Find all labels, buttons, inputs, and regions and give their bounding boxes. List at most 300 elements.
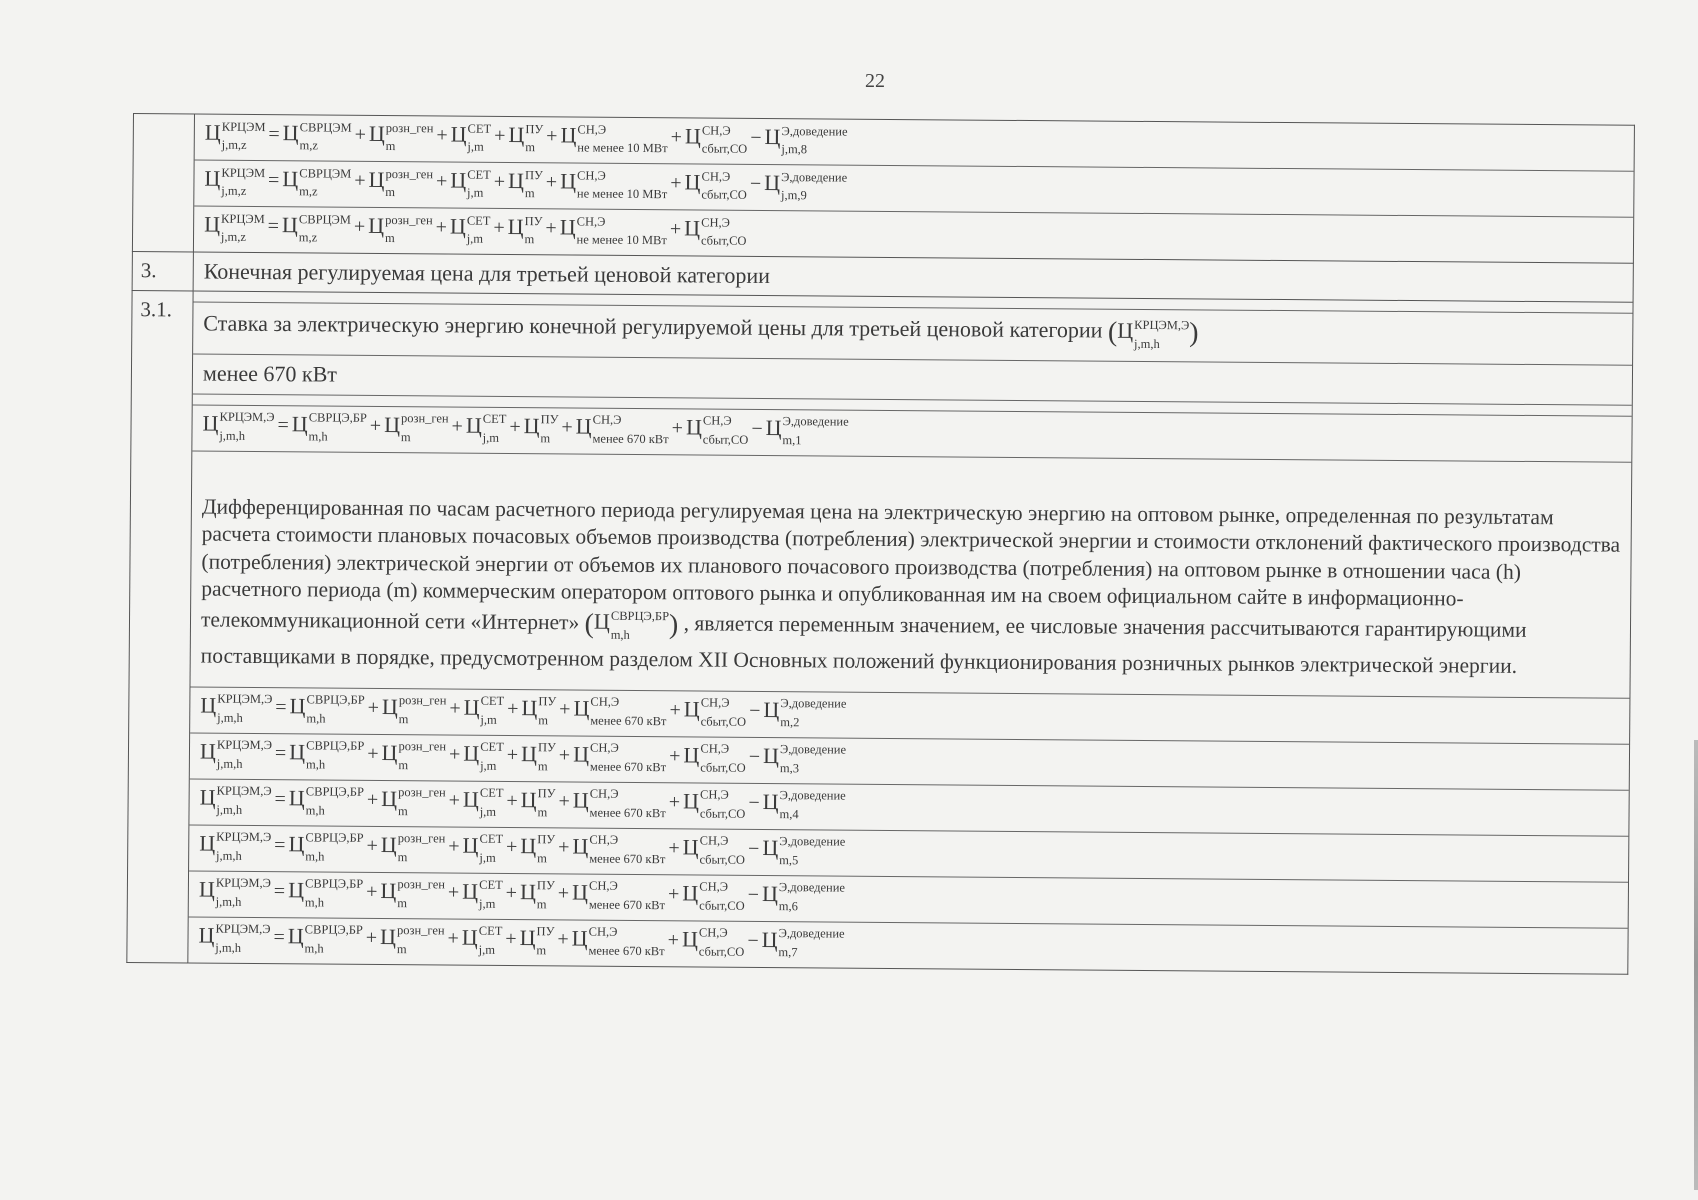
price-symbol: Ц xyxy=(508,121,525,148)
operator: + xyxy=(505,881,518,904)
formula-term xyxy=(282,119,352,153)
indices xyxy=(216,830,272,867)
indices xyxy=(701,123,748,160)
operator: + xyxy=(667,883,680,906)
subscript: не менее 10 МВт xyxy=(576,232,667,248)
formula-term xyxy=(1117,317,1190,351)
price-symbol: Ц xyxy=(682,788,700,814)
superscript: КРЦЭМ,Э xyxy=(219,409,275,425)
formula-term xyxy=(560,168,668,202)
price-symbol: Ц xyxy=(763,742,780,768)
subscript: j,m,z xyxy=(221,184,247,199)
price-symbol: Ц xyxy=(684,215,701,241)
subscript: m xyxy=(397,804,408,819)
superscript: СН,Э xyxy=(701,169,731,184)
price-symbol: Ц xyxy=(450,167,467,193)
subscript: m,h xyxy=(610,627,630,642)
indices xyxy=(467,167,491,205)
indices xyxy=(779,788,846,827)
formula-term xyxy=(683,695,747,730)
superscript: КРЦЭМ,Э xyxy=(215,922,271,937)
price-symbol: Ц xyxy=(761,880,779,906)
indices xyxy=(298,211,352,249)
superscript: Э,доведение xyxy=(780,696,847,712)
subscript: j,m,h xyxy=(1134,336,1160,351)
indices xyxy=(538,694,557,732)
price-symbol: Ц xyxy=(764,169,781,196)
formula-term xyxy=(463,694,505,728)
formula-term xyxy=(573,741,667,775)
subscript: m,h xyxy=(304,941,324,956)
formula-term xyxy=(204,119,266,153)
indices xyxy=(217,692,273,729)
superscript: СВРЦЭМ xyxy=(298,211,352,227)
subscript: m,1 xyxy=(782,432,802,448)
formula-term xyxy=(463,740,504,774)
formula-term xyxy=(368,212,433,246)
superscript: розн_ген xyxy=(397,923,445,938)
price-symbol: Ц xyxy=(681,926,698,952)
price-symbol: Ц xyxy=(683,742,700,768)
formula-term xyxy=(685,413,749,447)
subscript: j,m,9 xyxy=(780,188,807,203)
close-paren: ) xyxy=(1189,317,1199,349)
price-symbol: Ц xyxy=(593,609,610,635)
superscript: СЕТ xyxy=(479,832,504,847)
superscript: ПУ xyxy=(536,878,555,893)
operator: − xyxy=(747,883,760,906)
subscript: m xyxy=(537,851,547,866)
superscript: СЕТ xyxy=(482,411,507,427)
subscript: m xyxy=(400,429,411,445)
operator: + xyxy=(448,789,461,812)
subscript: m xyxy=(524,186,535,201)
subscript: m xyxy=(540,431,551,446)
superscript: розн_ген xyxy=(398,739,447,754)
price-symbol: Ц xyxy=(764,123,781,150)
subscript: m,h xyxy=(305,849,325,864)
operator: = xyxy=(267,215,280,238)
price-symbol: Ц xyxy=(450,121,467,147)
formula-term xyxy=(380,923,445,957)
indices xyxy=(589,741,667,779)
price-symbol: Ц xyxy=(507,167,525,194)
operator: + xyxy=(545,171,558,194)
indices xyxy=(700,215,747,252)
indices xyxy=(537,832,556,870)
table-row xyxy=(127,291,1633,974)
formula-term xyxy=(462,786,504,820)
superscript: розн_ген xyxy=(398,693,447,708)
operator: + xyxy=(558,744,571,767)
formula-term xyxy=(289,738,365,772)
superscript: СВРЦЭ,БР xyxy=(306,692,365,708)
subscript: m,h xyxy=(305,757,326,772)
formula-term xyxy=(763,742,847,776)
subscript: m,h xyxy=(304,895,325,910)
price-symbol: Ц xyxy=(507,213,524,240)
formula-term xyxy=(560,122,668,156)
price-symbol: Ц xyxy=(573,695,590,721)
formula-term xyxy=(450,121,492,155)
indices xyxy=(536,924,555,962)
operator: + xyxy=(558,790,570,813)
price-symbol: Ц xyxy=(519,924,536,950)
superscript: КРЦЭМ,Э xyxy=(215,876,271,891)
indices xyxy=(385,166,434,204)
price-symbol: Ц xyxy=(765,414,782,440)
indices xyxy=(590,695,667,733)
inline-formula xyxy=(1117,317,1190,351)
formula-term xyxy=(559,214,667,248)
indices xyxy=(466,213,491,251)
superscript: СВРЦЭ,БР xyxy=(305,830,364,846)
operator: − xyxy=(747,837,760,860)
price-symbol: Ц xyxy=(575,412,592,439)
subscript: m xyxy=(385,139,396,154)
superscript: Э,доведение xyxy=(781,169,848,185)
operator: − xyxy=(749,699,761,722)
operator: = xyxy=(273,879,286,903)
formula-term xyxy=(684,123,748,157)
row-content xyxy=(193,114,1634,263)
operator: = xyxy=(267,169,280,192)
formula-term xyxy=(572,833,666,867)
price-symbol: Ц xyxy=(202,410,219,436)
formula-term xyxy=(682,787,746,822)
superscript: Э,доведение xyxy=(778,880,846,896)
subscript: m xyxy=(396,942,407,957)
operator: + xyxy=(669,218,682,241)
operator: + xyxy=(561,415,573,438)
operator: − xyxy=(747,929,759,952)
formula-term xyxy=(572,787,666,821)
formula-term xyxy=(199,830,272,864)
price-symbol: Ц xyxy=(520,740,538,767)
operator: + xyxy=(365,926,378,949)
superscript: СН,Э xyxy=(588,925,618,940)
indices xyxy=(524,213,543,251)
subscript: сбыт,СО xyxy=(700,714,747,730)
indices xyxy=(397,877,446,915)
superscript: СЕТ xyxy=(467,121,492,136)
price-symbol: Ц xyxy=(368,120,385,146)
subscript: j,m xyxy=(482,430,500,445)
formula-term xyxy=(508,121,544,155)
indices xyxy=(219,409,275,447)
superscript: Э,доведение xyxy=(779,742,847,758)
formula-term xyxy=(682,879,745,914)
operator: + xyxy=(448,835,460,858)
superscript: КРЦЭМ,Э xyxy=(216,738,273,753)
indices xyxy=(702,413,749,451)
subscript: сбыт,СО xyxy=(701,141,748,157)
indices xyxy=(478,878,503,915)
indices xyxy=(306,692,365,730)
superscript: Э,доведение xyxy=(779,788,846,804)
line-text: Конечная регулируемая цена для третьей ценовой категории xyxy=(203,258,771,289)
operator: + xyxy=(546,125,558,148)
price-symbol: Ц xyxy=(683,696,700,722)
operator: + xyxy=(366,834,378,857)
subscript: m,h xyxy=(305,803,325,818)
price-symbol: Ц xyxy=(204,119,221,145)
formula-term xyxy=(204,165,266,199)
operator: = xyxy=(274,741,287,765)
superscript: ПУ xyxy=(524,213,543,228)
operator: + xyxy=(367,742,379,765)
superscript: СН,Э xyxy=(590,741,619,756)
formula-term xyxy=(571,925,665,959)
operator: + xyxy=(670,126,683,149)
superscript: ПУ xyxy=(540,412,559,427)
superscript: СН,Э xyxy=(699,879,729,895)
indices xyxy=(537,786,556,824)
subscript: j,m xyxy=(478,896,496,912)
operator: + xyxy=(506,743,519,766)
formula-term xyxy=(381,785,446,819)
price-symbol: Ц xyxy=(368,212,385,238)
indices xyxy=(779,742,847,781)
price-symbol: Ц xyxy=(380,831,397,857)
superscript: СЕТ xyxy=(479,786,504,801)
indices xyxy=(588,879,666,917)
indices xyxy=(701,169,747,206)
price-symbol: Ц xyxy=(204,211,221,237)
indices xyxy=(700,741,746,779)
indices xyxy=(220,211,265,249)
price-symbol: Ц xyxy=(572,833,589,859)
open-paren: ( xyxy=(1107,317,1118,349)
superscript: КРЦЭМ xyxy=(221,165,266,180)
superscript: Э,доведение xyxy=(782,414,849,429)
paragraph-text-end: , является переменным значением, ее числовые значения рассчитываются гарантирующими поставщиками в порядке, предусмотренном разделом XII Основных положений функционирования розничных рынков электрической энергии. xyxy=(200,610,1527,679)
inline-formula xyxy=(593,608,670,642)
indices xyxy=(467,121,492,159)
price-symbol: Ц xyxy=(462,832,479,858)
subscript: j,m xyxy=(478,942,496,958)
formula-term xyxy=(198,876,271,910)
indices xyxy=(479,786,504,823)
indices xyxy=(588,925,665,963)
superscript: ПУ xyxy=(537,786,556,801)
indices xyxy=(699,879,745,917)
price-symbol: Ц xyxy=(762,834,779,860)
indices xyxy=(304,876,364,914)
subscript: j,m,z xyxy=(220,230,246,245)
indices xyxy=(524,167,543,205)
operator: = xyxy=(274,787,286,811)
price-symbol: Ц xyxy=(381,739,398,765)
subscript: m xyxy=(536,897,547,912)
superscript: СН,Э xyxy=(577,122,607,137)
operator: + xyxy=(507,697,519,720)
operator: + xyxy=(447,881,460,904)
indices xyxy=(215,876,271,913)
operator: + xyxy=(435,216,448,239)
operator: + xyxy=(449,697,461,720)
subscript: j,m,h xyxy=(216,802,243,818)
formula-term xyxy=(683,741,746,776)
formula-term xyxy=(593,608,670,642)
superscript: СВРЦЭ,БР xyxy=(304,922,363,938)
formula-term xyxy=(762,788,846,822)
price-symbol: Ц xyxy=(761,926,778,952)
price-symbol: Ц xyxy=(380,877,397,903)
superscript: СН,Э xyxy=(699,787,729,803)
line-text: Ставка за электрическую энергию конечной регулируемой цены для третьей ценовой категории xyxy=(203,310,1103,343)
table-row xyxy=(132,114,1634,264)
subscript: m,2 xyxy=(780,715,800,730)
price-symbol: Ц xyxy=(559,214,576,240)
indices xyxy=(589,833,666,871)
operator: + xyxy=(667,929,680,952)
price-symbol: Ц xyxy=(289,739,306,765)
formula-term xyxy=(368,166,434,200)
price-symbol: Ц xyxy=(763,696,780,722)
formula-term xyxy=(684,215,747,249)
operator: + xyxy=(369,414,382,437)
price-symbol: Ц xyxy=(381,693,398,719)
superscript: КРЦЭМ xyxy=(221,211,265,226)
subscript: m,h xyxy=(306,711,326,726)
operator: + xyxy=(367,696,380,719)
superscript: СЕТ xyxy=(467,167,491,182)
formula-term xyxy=(381,693,447,727)
superscript: КРЦЭМ,Э xyxy=(1134,317,1190,333)
price-symbol: Ц xyxy=(519,878,536,905)
operator: + xyxy=(558,836,570,859)
indices xyxy=(299,165,352,203)
indices xyxy=(778,880,846,919)
price-symbol: Ц xyxy=(198,922,215,948)
price-symbol: Ц xyxy=(685,413,703,439)
superscript: СН,Э xyxy=(701,123,731,138)
subscript: m xyxy=(538,713,549,728)
formula-term xyxy=(521,694,557,728)
indices xyxy=(780,169,848,208)
subscript: не менее 10 МВт xyxy=(576,186,668,202)
operator: + xyxy=(668,837,680,860)
price-symbol: Ц xyxy=(572,787,589,813)
operator: + xyxy=(509,415,521,438)
operator: + xyxy=(559,698,571,721)
operator: − xyxy=(748,745,761,768)
price-symbol: Ц xyxy=(204,165,221,191)
superscript: СН,Э xyxy=(698,925,728,941)
superscript: СН,Э xyxy=(700,695,730,711)
formula-term xyxy=(684,169,747,203)
subscript: сбыт,СО xyxy=(698,944,745,960)
subscript: j,m xyxy=(479,804,497,820)
close-paren: ) xyxy=(668,608,679,640)
formula-term xyxy=(507,167,543,201)
price-symbol: Ц xyxy=(762,788,779,814)
subscript: менее 670 кВт xyxy=(589,805,666,821)
price-symbol: Ц xyxy=(291,410,308,436)
page-number: 22 xyxy=(865,70,885,92)
operator: + xyxy=(670,172,682,195)
superscript: СН,Э xyxy=(577,168,606,183)
indices xyxy=(396,923,445,961)
superscript: СЕТ xyxy=(479,878,503,893)
formula-term xyxy=(764,123,848,157)
formula-term xyxy=(764,169,848,203)
price-symbol: Ц xyxy=(463,740,480,766)
subscript: сбыт,СО xyxy=(700,760,746,776)
formula-term xyxy=(449,213,491,247)
formula-term xyxy=(204,211,265,245)
subscript: менее 670 кВт xyxy=(590,713,667,729)
superscript: СН,Э xyxy=(590,695,620,710)
indices xyxy=(397,831,446,869)
indices xyxy=(778,926,845,965)
subscript: сбыт,СО xyxy=(699,852,746,868)
operator: + xyxy=(505,927,517,950)
subscript: m xyxy=(537,805,548,820)
operator: = xyxy=(275,695,287,719)
operator: + xyxy=(435,170,448,193)
price-symbol: Ц xyxy=(573,741,590,767)
indices xyxy=(299,119,352,157)
subscript: j,m xyxy=(479,850,496,866)
superscript: СН,Э xyxy=(702,413,732,428)
subscript: сбыт,СО xyxy=(701,187,747,203)
formula-term xyxy=(199,784,272,818)
price-symbol: Ц xyxy=(560,168,577,194)
superscript: СН,Э xyxy=(589,787,619,802)
formula-term xyxy=(519,924,555,958)
formula-term xyxy=(288,784,365,818)
subscript: j,m,h xyxy=(215,940,242,956)
subscript: m,4 xyxy=(779,807,799,822)
price-symbol: Ц xyxy=(520,832,537,859)
superscript: СН,Э xyxy=(592,412,622,427)
indices xyxy=(216,738,273,775)
price-symbol: Ц xyxy=(200,692,217,718)
superscript: КРЦЭМ,Э xyxy=(216,830,272,845)
subscript: j,m,h xyxy=(216,756,243,772)
superscript: СЕТ xyxy=(480,694,505,709)
subscript: j,m xyxy=(480,758,497,774)
price-symbol: Ц xyxy=(462,786,479,812)
price-symbol: Ц xyxy=(288,785,305,811)
indices xyxy=(397,785,446,823)
formula-term xyxy=(520,832,556,866)
scan-edge-shadow xyxy=(1694,740,1698,1190)
row-content xyxy=(188,291,1633,974)
indices xyxy=(385,120,434,158)
operator: + xyxy=(494,124,506,147)
formula-term xyxy=(380,831,446,865)
indices xyxy=(216,784,272,821)
price-symbol: Ц xyxy=(199,830,216,856)
superscript: ПУ xyxy=(524,167,543,182)
indices xyxy=(589,787,666,825)
formula-term xyxy=(199,738,273,772)
indices xyxy=(537,740,556,778)
subscript: менее 670 кВт xyxy=(589,759,667,775)
indices xyxy=(400,411,449,448)
indices xyxy=(480,740,504,777)
subscript: j,m,h xyxy=(217,710,243,726)
formula-term xyxy=(682,833,746,868)
superscript: СН,Э xyxy=(576,214,606,229)
indices xyxy=(781,123,848,162)
superscript: КРЦЭМ xyxy=(221,119,266,134)
subscript: j,m xyxy=(480,712,497,728)
superscript: розн_ген xyxy=(397,831,446,846)
